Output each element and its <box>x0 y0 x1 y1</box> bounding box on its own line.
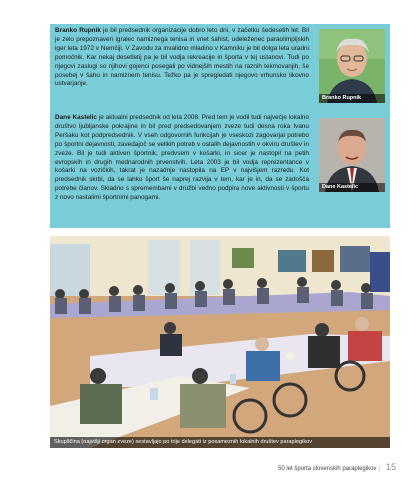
footer-title: 50 let športa slovenskih paraplegikov <box>278 466 377 472</box>
photo-caption: Skupščina (najvišji organ zveze) sestavljajo po trije delegati iz posameznih lokalnih društev paraplegikov <box>50 437 390 448</box>
portrait-caption: Dane Kastelic <box>319 183 385 192</box>
footer-separator: | <box>378 466 380 472</box>
bio-text: je aktualni predsednik od leta 2008. Pred tem je vodil tudi največje lokalno društvo ljubljanske pokrajine in bil pred predsedovanjem zveze tudi desna roka Ivanu Peršaku kot podpredsednik. V vseh odgovornih funkcijah je vseskozi zagovarjal potrebo po športni dejavnosti, zavedajoč se velikih potreb v ostalih dejavnostih v okviru društev in zveze. Bil je tudi aktiven športnik, predvsem v košarki, in sicer je nastopil na petih evropskih in drugih mednarodnih prvenstvih. Leta 2003 je bil vodja reprezentance v košarki na vozičkih, takrat je nazadnje nastopila na EP v najvišjem razredu. Kot predsednik skrbi, da se lahko šport še naprej razvija v tem, kar je in, da se zadošča potrebe članov. Skladno s spremembami v družbi vedno podpira nove aktivnosti v športu z novo nastalimi športnimi panogami. <box>55 114 309 202</box>
portrait-dane-kastelic <box>319 118 385 192</box>
assembly-photo <box>50 236 390 448</box>
portrait-photo <box>319 118 385 192</box>
bio-name: Branko Rupnik <box>55 27 101 34</box>
portrait-branko-rupnik <box>319 29 385 103</box>
bio-dane-kastelic <box>55 114 309 203</box>
page-number: 15 <box>385 462 396 472</box>
page-footer <box>278 462 396 472</box>
bio-name: Dane Kastelic <box>55 114 97 121</box>
bio-branko-rupnik <box>55 27 309 89</box>
portrait-photo <box>319 29 385 103</box>
bio-text: je bil predsednik organizacije dobro leto dni, v začetku šedesetih let. Bil je zelo prepoznaven igralec namiznega tenisa in vnet šahist, udeleženec paraolimpijskih iger leta 1972 v Nemčiji. V Zavodu za invalidno mladino v Kamniku je bil dolga leta uradni pomočnik. Kar nekaj desetletij pa je bil vodja rekreacije in športa v tej ustanovi. Tudi po njegovi zaslugi so njihovi gojenci posegali po vidnejših mestih na raznih tekmovanjih, še posebej v šahu in namiznem tenisu. Težko pa je spregledati njegovo vrhunsko likovno ustvarjanje. <box>55 27 310 88</box>
assembly-scene <box>50 236 390 448</box>
portrait-caption: Branko Rupnik <box>319 94 385 103</box>
